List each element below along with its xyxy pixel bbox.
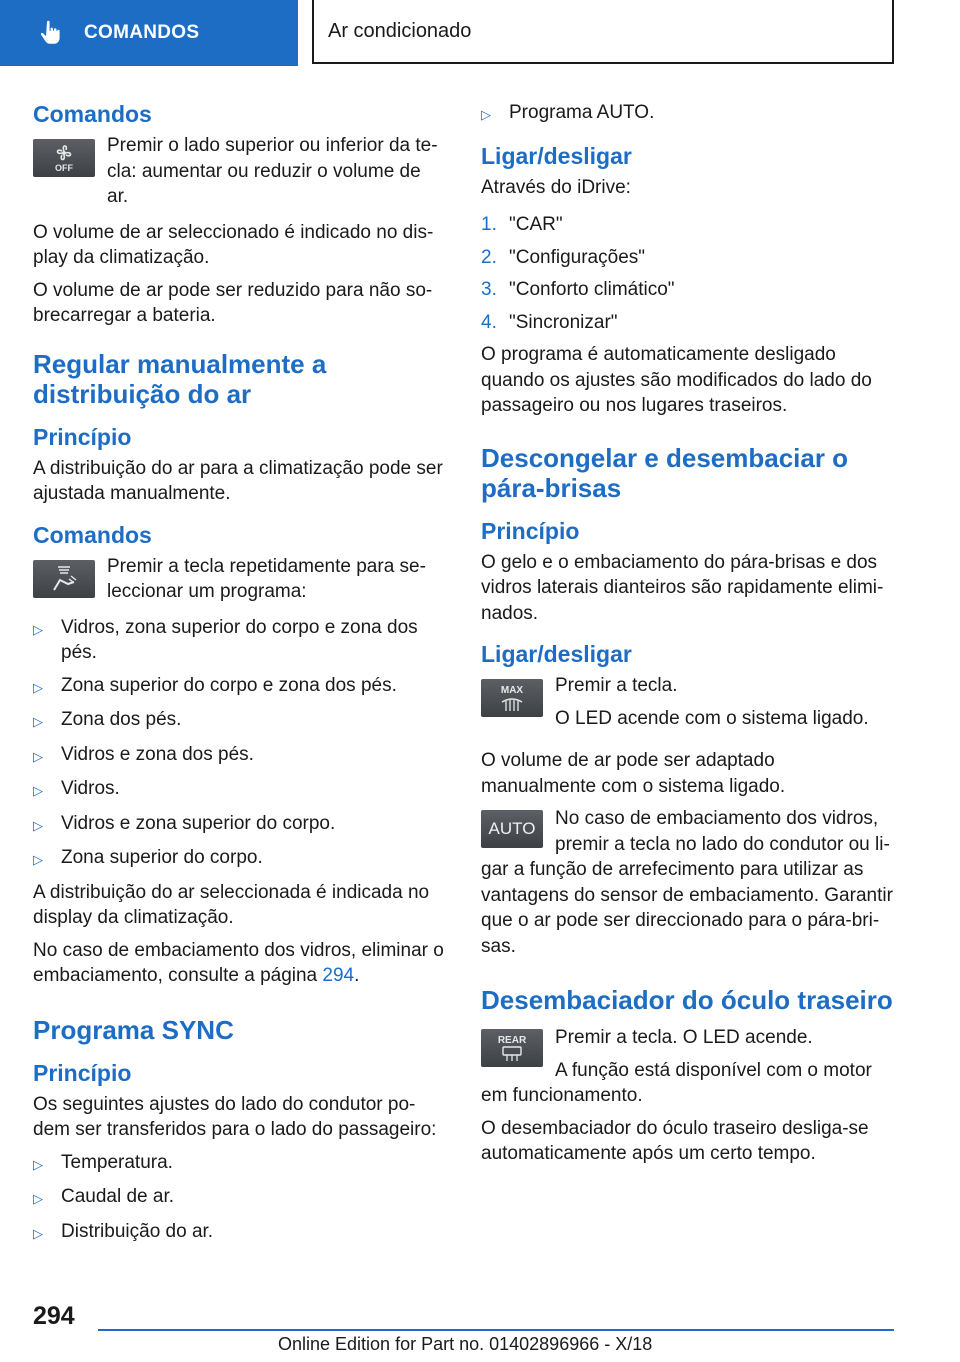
sync-list [33,1150,447,1247]
triangle-bullet-icon: ▷ [33,1191,43,1206]
heading-ligar-desligar: Ligar/desligar [481,641,632,667]
rear-key-block [481,1025,895,1116]
auto-key-label: AUTO [488,819,536,839]
heading-principio: Princípio [33,1059,132,1086]
max-key-row [481,673,895,738]
paragraph: Premir a tecla. O LED acende. [555,1027,813,1048]
list-item: ▷ Vidros e zona dos pés. [33,742,447,770]
sync-list-continued [481,100,895,128]
paragraph: O volume de ar pode ser adaptado manualmente com o sistema ligado. [481,750,786,797]
triangle-bullet-icon: ▷ [33,852,43,867]
footer-edition: Online Edition for Part no. 01402896966 - X/18 [278,1334,653,1354]
left-column [33,100,447,1253]
paragraph: Premir a tecla. [555,675,678,696]
triangle-bullet-icon: ▷ [33,748,43,764]
triangle-bullet-icon: ▷ [33,679,43,695]
heading-comandos: Comandos [33,521,152,548]
list-item: ▷ Vidros, zona superior do corpo e zona dos pés. [33,615,447,666]
heading-desembaciador: Desembaciador do óculo traseiro [481,985,893,1015]
fan-off-key [33,139,95,177]
list-item: 2. "Configurações" [481,246,646,268]
fan-key-row [33,133,447,210]
comandos2-text: Premir a tecla repetidamente para se-leccionar um programa: [107,555,426,602]
list-item: 4. "Sincronizar" [481,311,618,333]
page-header [0,0,960,66]
page-reference-link[interactable]: 294 [322,965,355,986]
auto-text: No caso de embaciamento dos vidros, premir a tecla no lado do condutor ou li-gar a função de arrefecimento para utilizar as vantagens do sensor de embaciamento. Garantir que o ar pode ser direccionado para o pára-bri-sas. [481,808,893,957]
triangle-bullet-icon: ▷ [33,1225,43,1241]
chapter-title: Ar condicionado [328,19,472,42]
list-item: ▷ Programa AUTO. [481,100,895,128]
seat-airflow-icon [44,564,84,594]
idrive-steps [481,212,895,335]
hand-pointer-icon [36,18,66,48]
triangle-bullet-icon: ▷ [33,783,43,798]
list-item: ▷ Zona superior do corpo. [33,845,447,873]
list-item: ▷ Zona dos pés. [33,707,447,735]
triangle-bullet-icon: ▷ [33,621,43,637]
list-item: ▷ Vidros e zona superior do corpo. [33,811,447,839]
paragraph: A distribuição do ar seleccionada é indicada no display da climatização. [33,881,430,928]
section-tab [0,0,298,66]
fan-icon [44,142,84,174]
heading-programa-sync: Programa SYNC [33,1014,234,1045]
triangle-bullet-icon: ▷ [33,714,43,729]
heading-principio: Princípio [33,423,132,450]
heading-regular-distribuicao: Regular manualmente a distribuição do ar [33,348,327,409]
paragraph: O desembaciador do óculo traseiro desliga-se automaticamente após um certo tempo. [481,1117,869,1164]
paragraph: O LED acende com o sistema ligado. [555,707,869,729]
air-distribution-key [33,560,95,598]
footer-divider [98,1329,894,1331]
heading-principio: Princípio [481,517,580,544]
max-defrost-key [481,679,543,717]
rear-window-defrost-icon [492,1032,532,1064]
paragraph: A distribuição do ar para a climatização pode ser ajustada manualmente. [33,457,443,504]
heading-ligar-desligar: Ligar/desligar [481,142,632,169]
page-number: 294 [33,1302,75,1330]
right-column [481,100,895,1174]
program-list [33,615,447,873]
list-item: ▷ Distribuição do ar. [33,1219,447,1247]
triangle-bullet-icon: ▷ [33,1156,43,1172]
paragraph: Através do iDrive: [481,176,631,198]
fan-key-label: OFF [55,163,73,173]
heading-comandos: Comandos [33,101,152,127]
section-tab-label: COMANDOS [84,22,200,43]
rear-defrost-key [481,1029,543,1067]
paragraph: No caso de embaciamento dos vidros, eliminar o embaciamento, consulte a página 294. [33,939,444,986]
max-key-label: MAX [500,685,524,696]
auto-key [481,810,543,848]
list-item: ▷ Zona superior do corpo e zona dos pés. [33,673,447,701]
list-item: ▷ Temperatura. [33,1150,447,1178]
paragraph: O programa é automaticamente desligado quando os ajustes são modificados do lado do passageiro ou nos lugares traseiros. [481,344,872,416]
heading-descongelar: Descongelar e desembaciar o pára-brisas [481,442,849,503]
paragraph: O volume de ar seleccionado é indicado no dis-play da climatização. [33,221,434,268]
list-item: ▷ Vidros. [33,776,447,804]
list-item: 1. "CAR" [481,214,563,235]
paragraph: O gelo e o embaciamento do pára-brisas e dos vidros laterais dianteiros são rapidamente elimi-nados. [481,551,884,624]
list-item: ▷ Caudal de ar. [33,1184,447,1212]
windshield-defrost-icon [492,682,532,714]
distribution-key-row [33,554,447,605]
triangle-bullet-icon: ▷ [481,107,491,122]
chapter-title-box [312,0,894,64]
auto-key-block [481,806,895,959]
paragraph: A função está disponível com o motor em funcionamento. [481,1059,872,1106]
rear-key-label: REAR [497,1035,527,1046]
comandos1-text: Premir o lado superior ou inferior da te-cla: aumentar ou reduzir o volume de ar. [107,135,438,207]
triangle-bullet-icon: ▷ [33,817,43,833]
paragraph: Os seguintes ajustes do lado do condutor po-dem ser transferidos para o lado do passageiro: [33,1093,437,1140]
list-item: 3. "Conforto climático" [481,279,675,300]
paragraph: O volume de ar pode ser reduzido para não so-brecarregar a bateria. [33,279,433,326]
